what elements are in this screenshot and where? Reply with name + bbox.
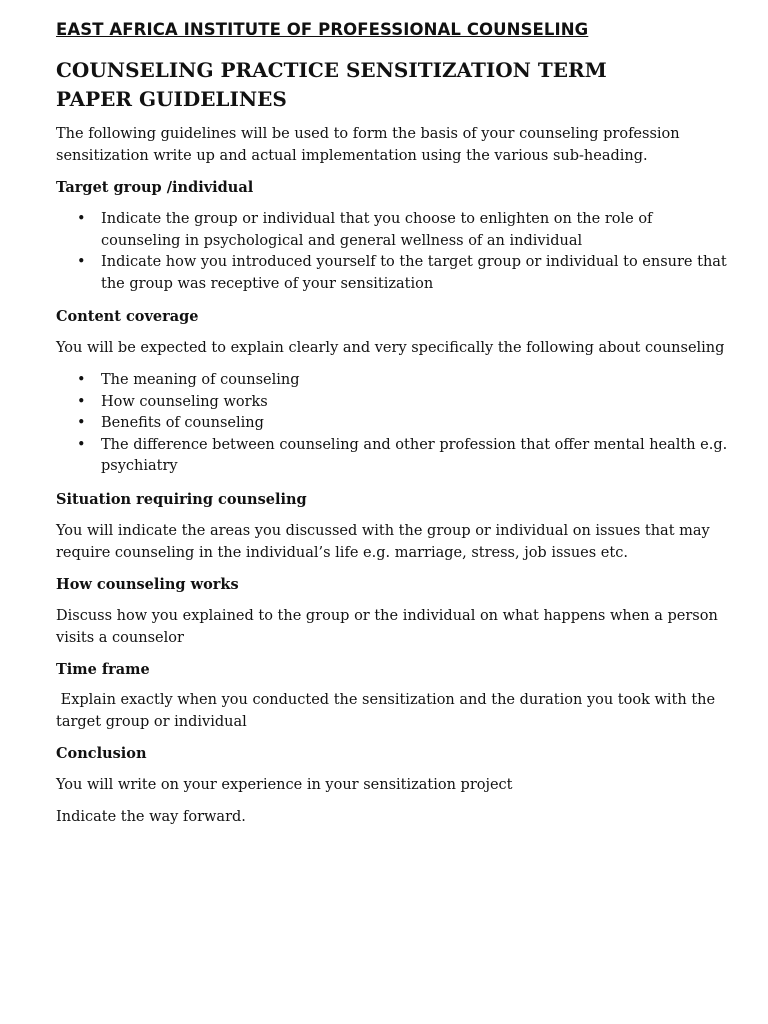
timeframe-paragraph: Explain exactly when you conducted the sensitization and the duration you took with the target group or individual bbox=[56, 692, 720, 730]
heading-target-group: Target group /individual bbox=[56, 179, 254, 196]
list-item: • Indicate the group or individual that you choose to enlighten on the role of counseling in psychological and general wellness of an individual bbox=[77, 211, 653, 249]
list-item: • Benefits of counseling bbox=[56, 413, 728, 435]
institute-name: EAST AFRICA INSTITUTE OF PROFESSIONAL COUNSELING bbox=[56, 20, 589, 39]
list-item: • Indicate how you introduced yourself to the target group or individual to ensure that the group was receptive of your sensitization bbox=[77, 254, 727, 292]
heading-situation: Situation requiring counseling bbox=[56, 491, 307, 508]
intro-paragraph: The following guidelines will be used to form the basis of your counseling profession sensitization write up and actual implementation using the various sub-heading. bbox=[56, 126, 680, 164]
situation-paragraph: You will indicate the areas you discussed with the group or individual on issues that may require counseling in the individual’s life e.g. marriage, stress, job issues etc. bbox=[56, 523, 710, 561]
heading-conclusion: Conclusion bbox=[56, 745, 147, 762]
works-paragraph: Discuss how you explained to the group or the individual on what happens when a person visits a counselor bbox=[56, 608, 718, 646]
content-paragraph: You will be expected to explain clearly and very specifically the following about counseling bbox=[56, 340, 725, 356]
conclusion-paragraph-2: Indicate the way forward. bbox=[56, 809, 246, 825]
list-item: • The difference between counseling and other profession that offer mental health e.g. psychiatry bbox=[77, 436, 728, 474]
bullet-icon: • bbox=[77, 436, 86, 453]
heading-content-coverage: Content coverage bbox=[56, 308, 199, 325]
target-bullet-list bbox=[56, 209, 728, 295]
heading-how-counseling-works: How counseling works bbox=[56, 576, 239, 593]
conclusion-paragraph-1: You will write on your experience in your sensitization project bbox=[56, 777, 513, 793]
bullet-icon: • bbox=[77, 254, 86, 270]
heading-time-frame: Time frame bbox=[56, 661, 150, 678]
list-item: • How counseling works bbox=[56, 392, 728, 414]
content-bullet-list bbox=[56, 370, 728, 478]
bullet-icon: • bbox=[77, 372, 86, 388]
bullet-icon: • bbox=[77, 393, 86, 410]
bullet-icon: • bbox=[77, 415, 86, 431]
document-title: COUNSELING PRACTICE SENSITIZATION TERM PAPER GUIDELINES bbox=[56, 58, 607, 111]
list-item: • The meaning of counseling bbox=[56, 370, 728, 392]
bullet-icon: • bbox=[77, 211, 86, 227]
